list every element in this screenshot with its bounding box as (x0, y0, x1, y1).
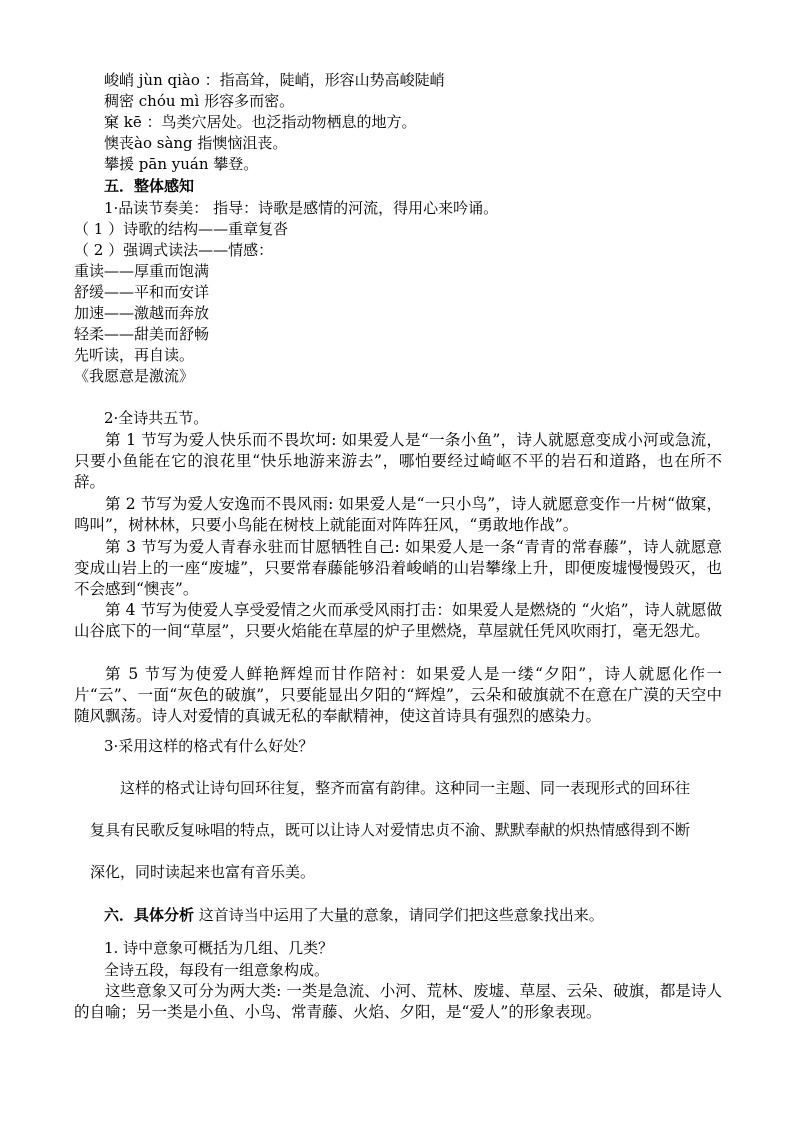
section-heading: 六．具体分析 (104, 906, 195, 924)
answer-line: 这样的格式让诗句回环往复，整齐而富有韵律。这种同一主题、同一表现形式的回环往 (120, 779, 691, 797)
reading-style: 舒缓——平和而安详 (74, 283, 210, 301)
section-heading-line (104, 905, 604, 926)
stanza-paragraph: 第 3 节写为爱人青春永驻而甘愿牺牲自己: 如果爱人是一条“青青的常春藤”，诗人就愿意变成山岩上的一座“废墟”，只要常春藤能够沿着峻峭的山岩攀缘上升，即便废墟慢慢毁灭，也不会感到“懊丧”。 (74, 538, 722, 598)
vocab-item: 攀援 pān yuán 攀登。 (104, 155, 259, 173)
poem-title: 《我愿意是激流》 (74, 367, 195, 385)
stanza-paragraph: 第 1 节写为爱人快乐而不畏坎坷: 如果爱人是“一条小鱼”，诗人就愿意变成小河或急流，只要小鱼能在它的浪花里“快乐地游来游去”，哪怕要经过崎岖不平的岩石和道路，也在所不辞。 (74, 431, 722, 491)
vocab-item: 懊丧ào sàng 指懊恼沮丧。 (104, 134, 288, 152)
stanza-paragraph: 第 4 节写为使爱人享受爱情之火而承受风雨打击：如果爱人是燃烧的 “火焰”，诗人就愿做山谷底下的一间“草屋”，只要火焰能在草屋的炉子里燃烧，草屋就任凭风吹雨打，毫无怨尤。 (74, 601, 722, 640)
reading-style: 加速——激越而奔放 (74, 304, 210, 322)
question-text: 1. 诗中意象可概括为几组、几类？ (104, 939, 334, 957)
stanza-paragraph: 第 5 节写为使爱人鲜艳辉煌而甘作陪衬：如果爱人是一缕“夕阳”，诗人就愿化作一片“云”、一面“灰色的破旗”，只要能显出夕阳的“辉煌”，云朵和破旗就不在意在广漠的天空中随风飘荡。诗人对爱情的真诚无私的奉献精神，使这首诗具有强烈的感染力。 (74, 665, 722, 725)
reading-style: 重读——厚重而饱满 (74, 262, 210, 280)
answer-line: 复具有民歌反复咏唱的特点，既可以让诗人对爱情忠贞不渝、默默奉献的炽热情感得到不断 (90, 821, 691, 839)
list-item: 2·全诗共五节。 (104, 409, 209, 427)
vocab-item: 窠 kē ：鸟类穴居处。也泛指动物栖息的地方。 (104, 113, 417, 131)
answer-paragraph: 这些意象又可分为两大类: 一类是急流、小河、荒林、废墟、草屋、云朵、破旗，都是诗人的自喻；另一类是小鱼、小鸟、常青藤、火焰、夕阳，是“爱人”的形象表现。 (74, 982, 722, 1021)
answer-line: 深化，同时读起来也富有音乐美。 (90, 863, 316, 881)
list-item: 1·品读节奏美： 指导：诗歌是感情的河流，得用心来吟诵。 (104, 199, 499, 217)
vocab-item: 稠密 chóu mì 形容多而密。 (104, 92, 295, 110)
section-intro: 这首诗当中运用了大量的意象，请同学们把这些意象找出来。 (194, 906, 604, 924)
instruction-text: 先听读，再自读。 (74, 346, 195, 364)
answer-text: 全诗五段，每段有一组意象构成。 (104, 961, 330, 979)
stanza-paragraph: 第 2 节写为爱人安逸而不畏风雨: 如果爱人是“一只小鸟”，诗人就愿意变作一片树“做窠，鸣叫”，树林林，只要小鸟能在树枝上就能面对阵阵狂风，“勇敢地作战”。 (74, 495, 722, 534)
vocab-item: 峻峭 jùn qiào ：指高耸，陡峭，形容山势高峻陡峭 (104, 71, 445, 89)
list-item: 3·采用这样的格式有什么好处？ (104, 737, 314, 755)
sub-item: （ 1 ）诗歌的结构——重章复沓 (74, 220, 289, 238)
reading-style: 轻柔——甜美而舒畅 (74, 325, 210, 343)
sub-item: （ 2 ）强调式读法——情感： (74, 241, 274, 259)
section-heading: 五．整体感知 (104, 177, 195, 195)
